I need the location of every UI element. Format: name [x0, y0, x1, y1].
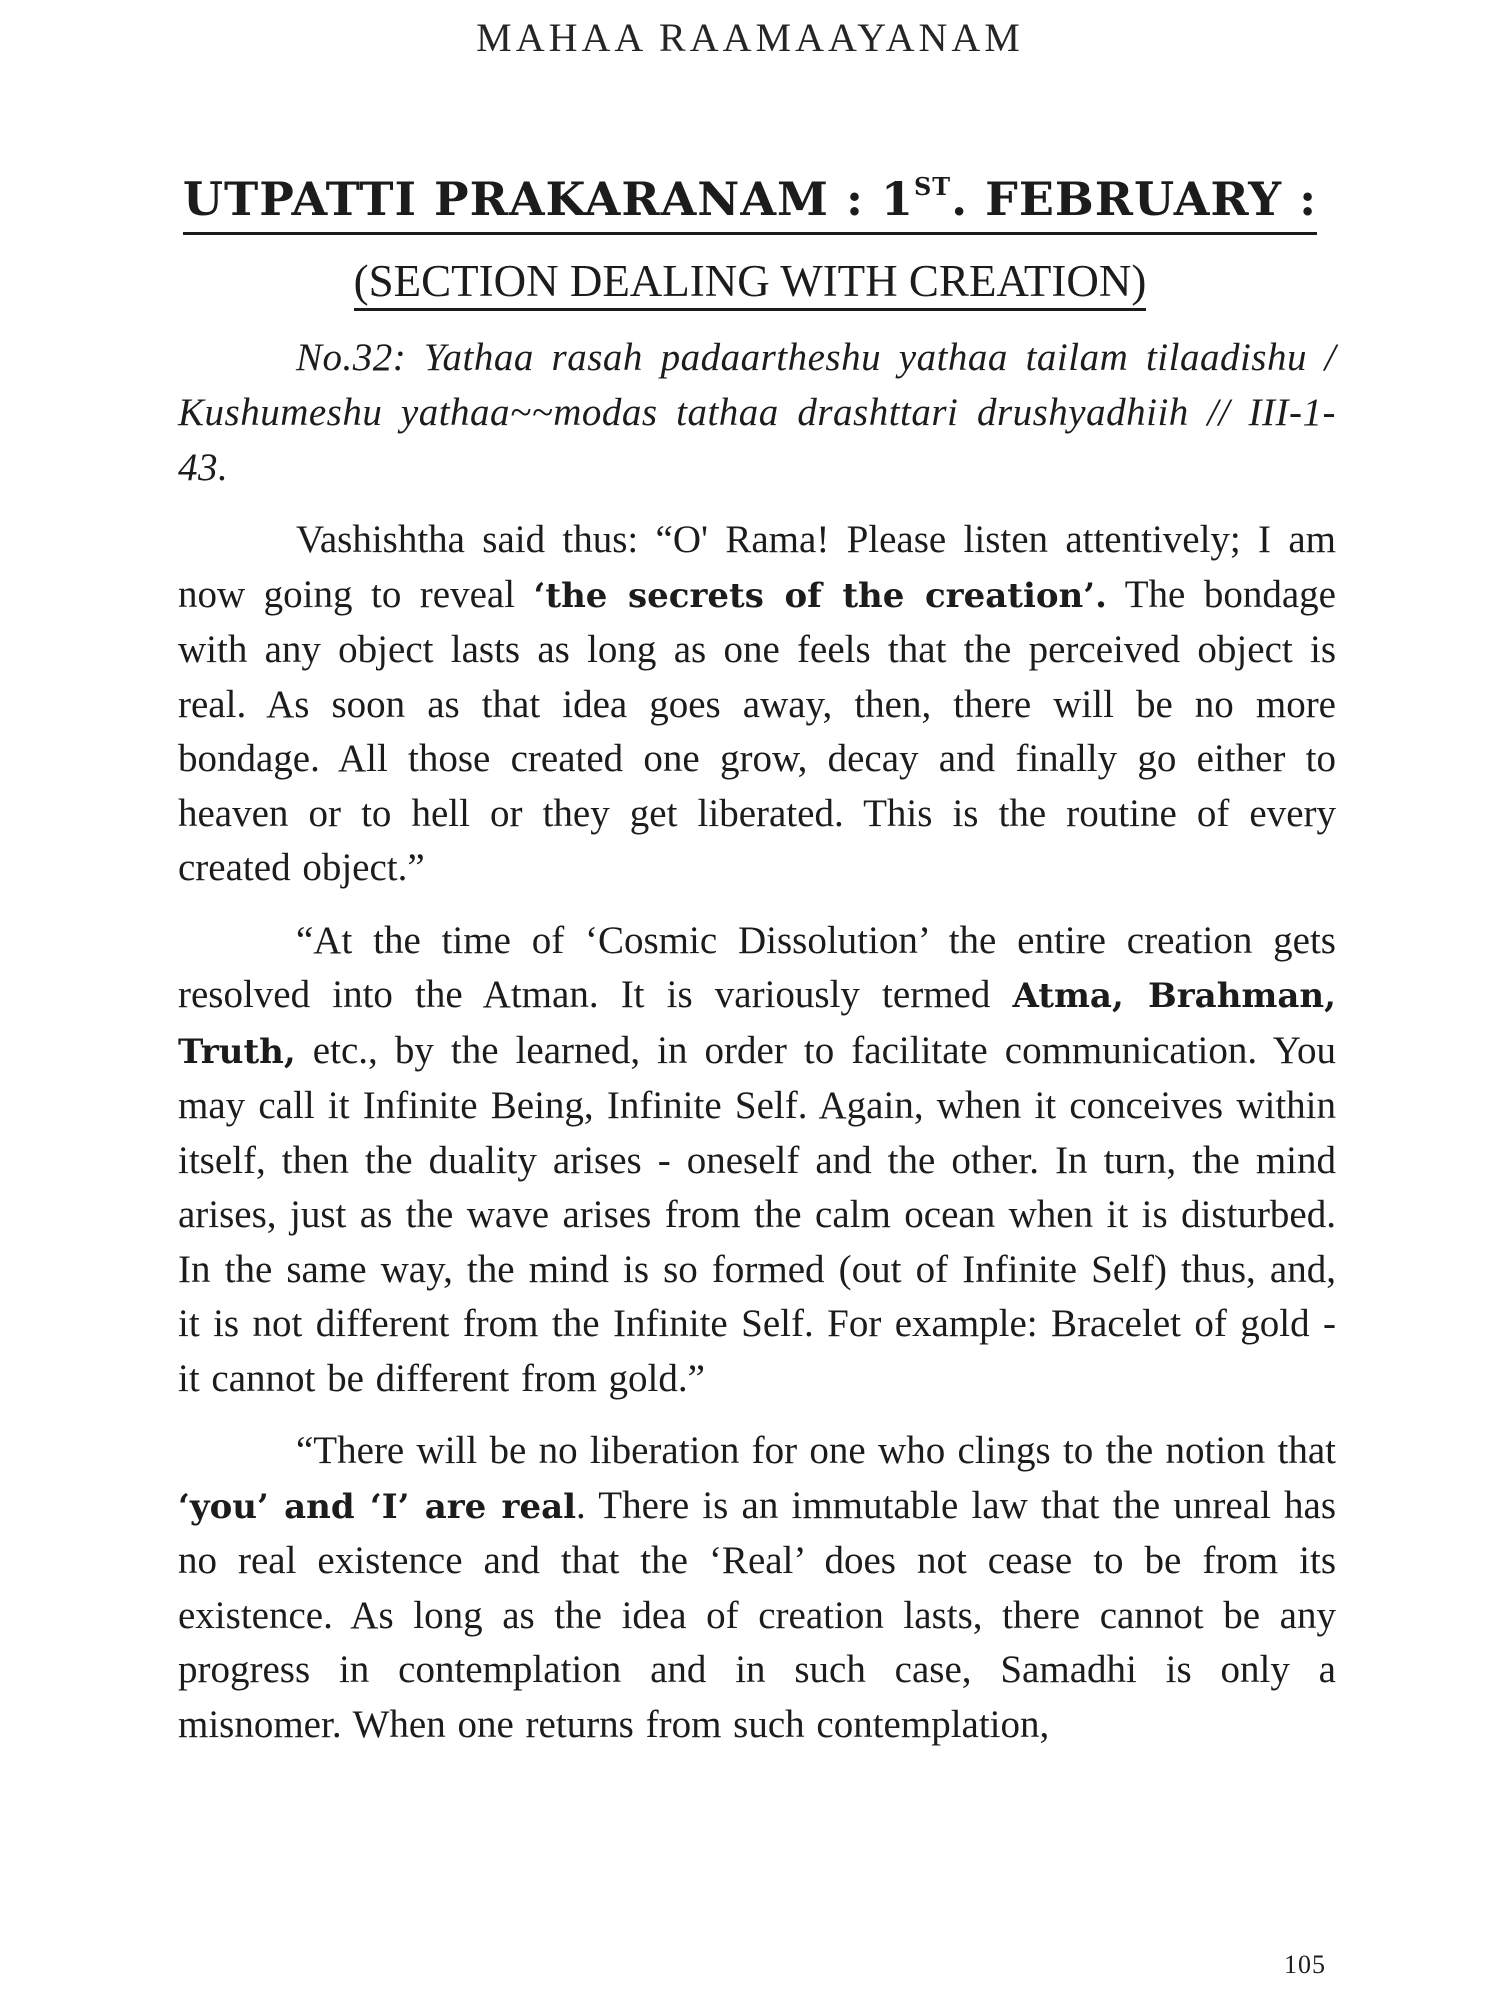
paragraph-text: Vashishtha said thus: “O' Rama! Please listen attentively; I am now going to reveal	[178, 518, 1336, 616]
paragraph-text: The bondage with any object lasts as long as one feels that the perceived object is real. As soon as that idea goes away, then, there will be no more bondage. All those created one grow, decay and finally go either to heaven or to hell or they get liberated. This is the routine of every created object.”	[178, 572, 1336, 889]
paragraph	[178, 513, 1336, 896]
paragraph-text: etc., by the learned, in order to facilitate communication. You may call it Infinite Being, Infinite Self. Again, when it conceives within itself, then the duality arises - oneself and the other. In turn, the mind arises, just as the wave arises from the calm ocean when it is disturbed. In the same way, the mind is so formed (out of Infinite Self) thus, and, it is not different from the Infinite Self. For example: Bracelet of gold - it cannot be different from gold.”	[178, 1028, 1336, 1400]
paragraph-emphasis: ‘the secrets of the creation’.	[533, 575, 1107, 616]
paragraph	[178, 914, 1336, 1407]
paragraph	[178, 1424, 1336, 1752]
running-head: MAHAA RAAMAAYANAM	[476, 15, 1024, 60]
paragraph-text: “At the time of ‘Cosmic Dissolution’ the entire creation gets resolved into the Atman. It is variously termed	[178, 918, 1336, 1016]
chapter-title-ordinal: ST	[913, 172, 952, 201]
chapter-subtitle	[0, 255, 1500, 307]
body-text	[178, 330, 1336, 1770]
sanskrit-verse: No.32: Yathaa rasah padaartheshu yathaa tailam tilaadishu / Kushumeshu yathaa~~modas tathaa drashttari drushyadhiih // III-1-43.	[178, 336, 1336, 489]
paragraph-text: “There will be no liberation for one who clings to the notion that	[296, 1429, 1336, 1472]
chapter-subtitle-text: (SECTION DEALING WITH CREATION)	[354, 256, 1147, 311]
chapter-title-underlined	[183, 172, 1317, 235]
paragraph-text: . There is an immutable law that the unreal has no real existence and that the ‘Real’ does not cease to be from its existence. As long as the idea of creation lasts, there cannot be any progress in contemplation and in such case, Samadhi is only a misnomer. When one returns from such contemplation,	[178, 1483, 1337, 1746]
paragraph-emphasis: ‘you’ and ‘I’ are real	[178, 1486, 577, 1527]
chapter-title-date: . FEBRUARY :	[951, 172, 1318, 226]
paragraph-emphasis: Atma, Brahman, Truth,	[178, 976, 1336, 1072]
chapter-title	[0, 172, 1500, 226]
chapter-title-main: UTPATTI PRAKARANAM : 1	[182, 172, 914, 226]
page-number: 105	[1284, 1950, 1326, 1979]
